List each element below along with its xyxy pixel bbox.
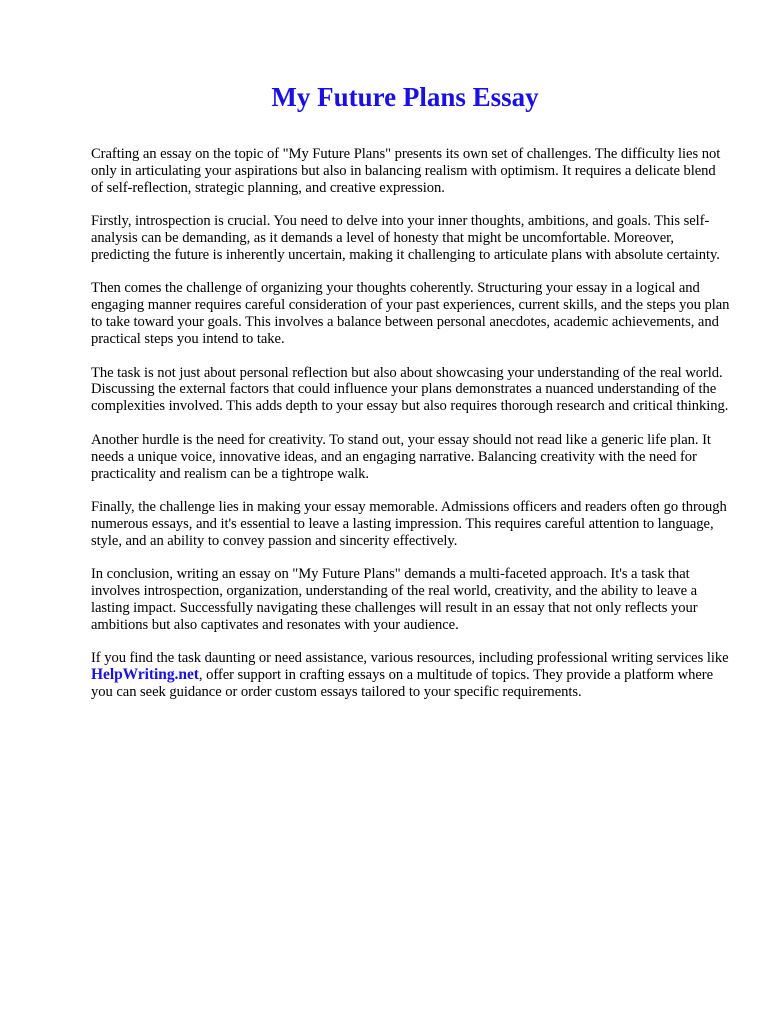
helpwriting-link[interactable]: HelpWriting.net [91,666,199,684]
paragraph-assistance [91,650,731,701]
paragraph-creativity: Another hurdle is the need for creativity. To stand out, your essay should not read like a generic life plan. It needs a unique voice, innovative ideas, and an engaging narrative. Balancing creativity with the need for practicality and realism can be a tightrope walk. [91,431,711,482]
paragraph-conclusion: In conclusion, writing an essay on "My Future Plans" demands a multi-faceted approach. It's a task that involves introspection, organization, understanding of the real world, creativity, and the ability to leave a lasting impact. Successfully navigating these challenges will result in an essay that not only reflects your ambitions but also captivates and resonates with your audience. [91,566,698,633]
paragraph-memorable: Finally, the challenge lies in making your essay memorable. Admissions officers and readers often go through numerous essays, and it's essential to leave a lasting impression. This requires careful attention to language, style, and an ability to convey passion and sincerity effectively. [91,499,727,549]
assistance-text-after: , offer support in crafting essays on a multitude of topics. They provide a platform where you can seek guidance or order custom essays tailored to your specific requirements. [91,667,714,701]
paragraph-intro: Crafting an essay on the topic of "My Future Plans" presents its own set of challenges. The difficulty lies not only in articulating your aspirations but also in balancing realism with optimism. It requires a delicate blend of self-reflection, strategic planning, and creative expression. [91,146,721,196]
page-title: My Future Plans Essay [271,82,539,112]
paragraph-introspection: Firstly, introspection is crucial. You need to delve into your inner thoughts, ambitions, and goals. This self-analysis can be demanding, as it demands a level of honesty that might be uncomfortable. Moreover, predicting the future is inherently uncertain, making it challenging to articulate plans with absolute certainty. [91,213,720,264]
paragraph-organization: Then comes the challenge of organizing your thoughts coherently. Structuring your essay in a logical and engaging manner requires careful consideration of your past experiences, current skills, and the steps you plan to take toward your goals. This involves a balance between personal anecdotes, academic achievements, and practical steps you intend to take. [91,280,730,348]
assistance-text-before: If you find the task daunting or need assistance, various resources, including professional writing services like [91,650,729,667]
paragraph-real-world: The task is not just about personal reflection but also about showcasing your understanding of the real world. Discussing the external factors that could influence your plans demonstrates a nuanced understanding of the complexities involved. This adds depth to your essay but also requires thorough research and critical thinking. [91,364,729,415]
essay-body [91,146,731,718]
